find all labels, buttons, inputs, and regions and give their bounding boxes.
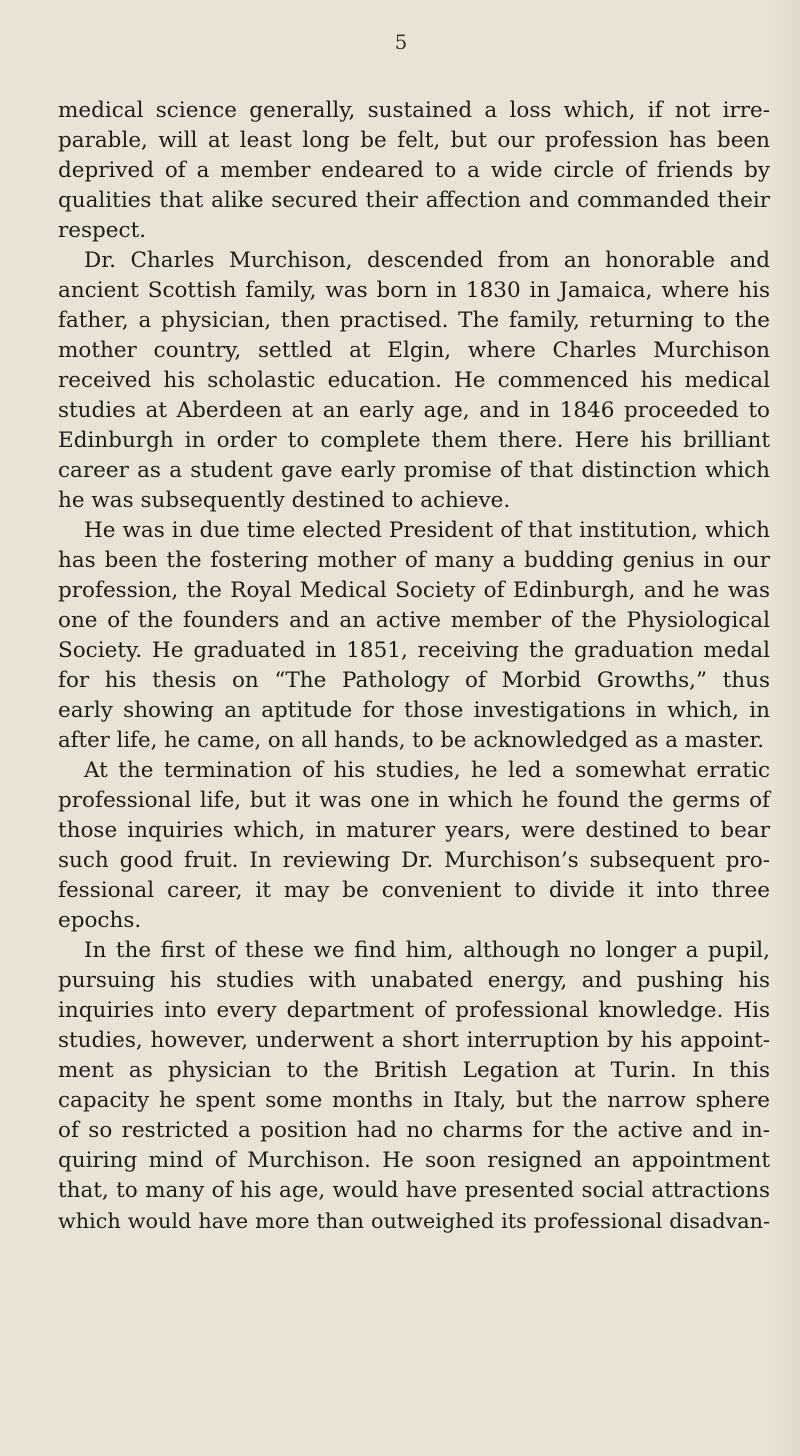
- text-line: Society. He graduated in 1851, receiving the graduation medal: [58, 638, 770, 663]
- text-line: he was subsequently destined to achieve.: [58, 488, 511, 513]
- text-line: has been the fostering mother of many a budding genius in our: [58, 548, 770, 573]
- text-line: father, a physician, then practised. The family, returning to the: [58, 308, 770, 333]
- page-edge-shading: [770, 0, 800, 1456]
- text-line: respect.: [58, 218, 147, 243]
- text-line: epochs.: [58, 908, 142, 933]
- page-number: 5: [394, 30, 408, 54]
- text-line: Edinburgh in order to complete them there. Here his brilliant: [58, 428, 770, 453]
- text-line: fessional career, it may be convenient to divide it into three: [58, 878, 770, 903]
- text-line: parable, will at least long be felt, but our profession has been: [58, 128, 770, 153]
- paragraph-start-line: At the termination of his studies, he led a somewhat erratic: [84, 758, 770, 783]
- text-line: pursuing his studies with unabated energy, and pushing his: [58, 968, 770, 993]
- text-line: received his scholastic education. He commenced his medical: [58, 368, 770, 393]
- text-line: those inquiries which, in maturer years, were destined to bear: [58, 818, 770, 843]
- text-line: profession, the Royal Medical Society of Edinburgh, and he was: [58, 578, 770, 603]
- text-line: ment as physician to the British Legation at Turin. In this: [58, 1058, 770, 1083]
- text-line: qualities that alike secured their affection and commanded their: [58, 188, 770, 213]
- text-line: inquiries into every department of professional knowledge. His: [58, 998, 770, 1023]
- text-line: professional life, but it was one in which he found the germs of: [58, 788, 770, 813]
- text-line: studies, however, underwent a short interruption by his appoint-: [58, 1028, 770, 1053]
- text-line: one of the founders and an active member of the Physiological: [58, 608, 770, 633]
- text-line: of so restricted a position had no charms for the active and in-: [58, 1118, 770, 1143]
- text-line: ancient Scottish family, was born in 1830 in Jamaica, where his: [58, 278, 770, 303]
- text-line: early showing an aptitude for those investigations in which, in: [58, 698, 770, 723]
- paragraph-start-line: He was in due time elected President of that institution, which: [84, 518, 770, 543]
- text-line: deprived of a member endeared to a wide circle of friends by: [58, 158, 770, 183]
- text-line: after life, he came, on all hands, to be acknowledged as a master.: [58, 728, 765, 753]
- text-line: that, to many of his age, would have presented social attractions: [58, 1178, 770, 1203]
- paragraph-start-line: In the first of these we find him, although no longer a pupil,: [84, 938, 770, 963]
- text-line: for his thesis on “The Pathology of Morbid Growths,” thus: [58, 668, 770, 693]
- paragraph-start-line: Dr. Charles Murchison, descended from an honorable and: [84, 248, 770, 273]
- text-line: such good fruit. In reviewing Dr. Murchison’s subsequent pro-: [58, 848, 770, 873]
- text-line: medical science generally, sustained a loss which, if not irre-: [58, 98, 770, 123]
- text-line: mother country, settled at Elgin, where Charles Murchison: [58, 338, 770, 363]
- text-line: which would have more than outweighed its professional disadvan-: [58, 1209, 770, 1233]
- text-line: career as a student gave early promise of that distinction which: [58, 458, 770, 483]
- text-line: capacity he spent some months in Italy, but the narrow sphere: [58, 1088, 770, 1113]
- text-line: studies at Aberdeen at an early age, and in 1846 proceeded to: [58, 398, 770, 423]
- text-line: quiring mind of Murchison. He soon resigned an appointment: [58, 1148, 770, 1173]
